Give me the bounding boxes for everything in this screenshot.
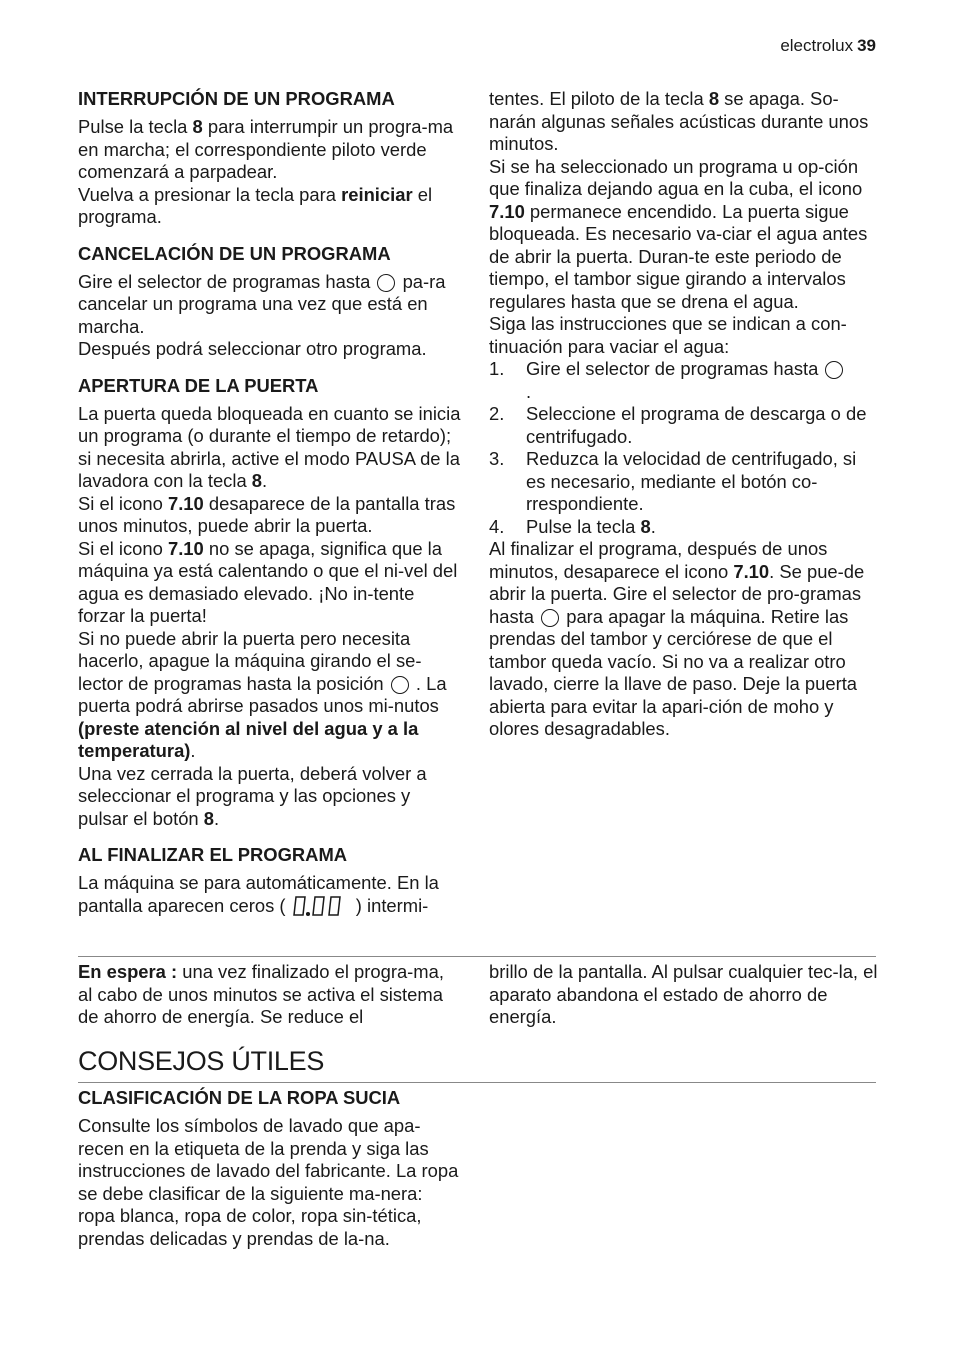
section-clasificacion [78, 1087, 462, 1250]
list-item: 2. Seleccione el programa de descarga o de centrifugado. [489, 403, 867, 447]
brand-name: electrolux [780, 36, 854, 55]
section-title: APERTURA DE LA PUERTA [78, 374, 319, 396]
list-item: 4. Pulse la tecla 8. [489, 515, 656, 537]
left-column [78, 88, 462, 917]
section-apertura [78, 375, 462, 831]
divider [78, 956, 876, 957]
paragraph: Si no puede abrir la puerta pero necesita hacerlo, apague la máquina girando el se-lector de programas hasta la posición . La puerta podrá abrirse pasados unos mi-nutos (preste atención al nivel del agua y a la temperatura). [78, 627, 447, 761]
section-interrupcion [78, 88, 462, 229]
divider [78, 1082, 876, 1083]
key-label: 8 [192, 116, 203, 137]
paragraph: Al finalizar el programa, después de unos minutos, desaparece el icono 7.10. Se pue-de abrir la puerta. Gire el selector de pro-gramas hasta para apagar la máquina. Retire las prendas del tambor y cerciórese de que el tambor queda vacío. Si no va a realizar otro lavado, cierre la llave de paso. Deje la puerta abierta para evitar la apari-ción de moho y olores desagradables. [489, 538, 865, 739]
paragraph: Después podrá seleccionar otro programa. [78, 338, 427, 359]
paragraph: En espera : una vez finalizado el progra-ma, al cabo de unos minutos se activa el sistema de ahorro de energía. Se reduce el [78, 961, 444, 1027]
paragraph: tentes. El piloto de la tecla 8 se apaga. So-narán algunas señales acústicas durante unos minutos. [489, 88, 869, 154]
page-header [780, 36, 876, 56]
paragraph: Gire el selector de programas hasta pa-ra cancelar un programa una vez que está en marcha. [78, 270, 446, 337]
paragraph: Siga las instrucciones que se indican a con-tinuación para vaciar el agua: [489, 313, 847, 357]
steps-list [489, 358, 879, 538]
list-item: 3. Reduzca la velocidad de centrifugado, si es necesario, mediante el botón co-rrespondiente. [489, 448, 857, 514]
off-position-icon [825, 361, 843, 379]
off-position-icon [391, 676, 409, 694]
zero-display-icon [293, 895, 349, 917]
paragraph: La puerta queda bloqueada en cuanto se inicia un programa (o durante el tiempo de retardo); si necesita abrirla, active el modo PAUSA de la lavadora con la tecla 8. [78, 402, 461, 491]
section-cancelacion [78, 243, 462, 361]
paragraph: Pulse la tecla 8 para interrumpir un progra-ma en marcha; el correspondiente piloto verde comenzará a parpadear. [78, 116, 454, 182]
off-position-icon [541, 609, 559, 627]
list-item: 1. Gire el selector de programas hasta . [489, 358, 879, 403]
paragraph: Consulte los símbolos de lavado que apa-recen en la etiqueta de la prenda y siga las instrucciones de lavado del fabricante. La ropa se debe clasificar de la siguiente ma-nera: ropa blanca, ropa de color, ropa sin-tética, prendas delicadas y prendas de la-na. [78, 1115, 459, 1249]
paragraph: Si el icono 7.10 no se apaga, significa que la máquina ya está calentando o que el ni-vel del agua es demasiado elevado. ¡No in-tente forzar la puerta! [78, 537, 458, 626]
page-number: 39 [857, 36, 876, 55]
standby-note-right [489, 961, 879, 1029]
section-finalizar [78, 844, 462, 917]
paragraph: La máquina se para automáticamente. En la pantalla aparecen ceros ( 0.00 ) intermi- [78, 872, 439, 916]
section-title: CANCELACIÓN DE UN PROGRAMA [78, 242, 391, 264]
section-title: AL FINALIZAR EL PROGRAMA [78, 844, 348, 865]
paragraph: Una vez cerrada la puerta, deberá volver a seleccionar el programa y las opciones y pulsar el botón 8. [78, 762, 427, 829]
svg-text:0.00: 0.00 [292, 894, 295, 896]
paragraph: brillo de la pantalla. Al pulsar cualquier tec-la, el aparato abandona el estado de ahorro de energía. [489, 961, 878, 1027]
right-column [489, 88, 879, 741]
off-position-icon [377, 274, 395, 292]
section-title: INTERRUPCIÓN DE UN PROGRAMA [78, 88, 395, 109]
section-title: CLASIFICACIÓN DE LA ROPA SUCIA [78, 1087, 401, 1108]
section-heading: CONSEJOS ÚTILES [78, 1046, 325, 1076]
paragraph: Vuelva a presionar la tecla para reiniciar el programa. [78, 183, 433, 227]
paragraph: Si se ha seleccionado un programa u op-ción que finaliza dejando agua en la cuba, el icono 7.10 permanece encendido. La puerta sigue bloqueada. Es necesario va-ciar el agua antes de abrir la puerta. Duran-te este periodo de tiempo, el tambor sigue girando a intervalos regulares hasta que se drena el agua. [489, 155, 868, 312]
standby-note-left [78, 961, 462, 1029]
paragraph: Si el icono 7.10 desaparece de la pantalla tras unos minutos, puede abrir la puerta. [78, 492, 456, 536]
